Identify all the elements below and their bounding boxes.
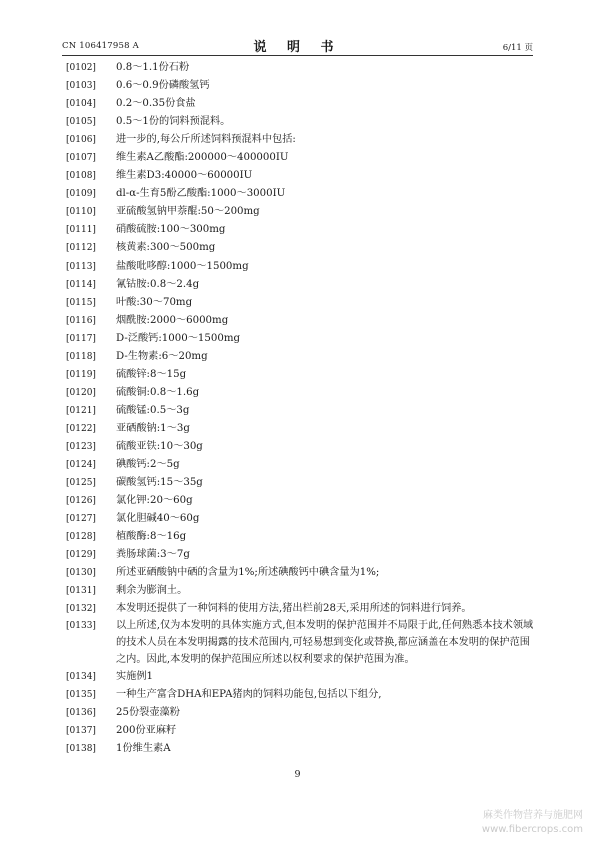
paragraph-text: 0.6～0.9份磷酸氢钙 [116,80,210,92]
paragraph-number: [0118] [66,351,96,362]
paragraph [66,668,536,686]
paragraph [66,582,536,600]
watermark-line-2: www.fibercrops.com [481,824,583,835]
paragraph [66,686,536,704]
paragraph-text: 所述亚硒酸钠中硒的含量为1%;所述碘酸钙中碘含量为1%; [116,567,380,579]
paragraph-number: [0103] [66,81,96,92]
watermark [482,809,583,837]
paragraph-number: [0133] [66,621,96,632]
paragraph-text: 硫酸亚铁:10～30g [116,440,203,452]
paragraph-text: 碳酸氢钙:15～35g [116,477,203,489]
paragraph [66,722,536,740]
paragraph [66,221,536,239]
paragraph-number: [0135] [66,690,96,701]
paragraph-number: [0106] [66,135,96,146]
watermark-line-1: 麻类作物营养与施肥网 [483,810,583,821]
paragraph-number: [0136] [66,708,96,719]
paragraph [66,402,536,420]
paragraph [66,113,536,131]
paragraph [66,546,536,564]
paragraph-number: [0104] [66,99,96,110]
paragraph [66,456,536,474]
paragraph-number: [0123] [66,441,96,452]
paragraph-text: 剩余为膨润土。 [116,585,188,597]
paragraph [66,131,536,149]
header-rule [62,55,533,56]
paragraph [66,185,536,203]
paragraph-number: [0128] [66,532,96,543]
paragraph-text: 硫酸锌:8～15g [116,368,187,380]
paragraph-text: 一种生产富含DHA和EPA猪肉的饲料功能包,包括以下组分, [116,689,382,701]
paragraph-text: 维生素A乙酸酯:200000～400000IU [116,152,289,164]
paragraph [66,492,536,510]
paragraph-text: D-泛酸钙:1000～1500mg [116,332,241,344]
paragraph [66,294,536,312]
paragraph [66,474,536,492]
paragraph-text: D-生物素:6～20mg [116,350,208,362]
paragraph-text: 植酸酶:8～16g [116,531,187,543]
paragraph-text: 25份裂壶藻粉 [116,707,180,719]
paragraph [66,149,536,167]
paragraph-text: dl-α-生育5酚乙酸酯:1000～3000IU [116,188,286,200]
paragraph-number: [0125] [66,478,96,489]
paragraph [66,59,536,77]
paragraph [66,276,536,294]
page-header [62,36,533,56]
paragraph-number: [0102] [66,63,96,73]
paragraph-text: 粪肠球菌:3～7g [116,549,190,561]
paragraph [66,600,536,618]
paragraph [66,330,536,348]
paragraph-number: [0126] [66,496,96,507]
paragraph-number: [0132] [66,604,96,615]
paragraph-text: 氯化钾:20～60g [116,495,193,507]
paragraph-text: 烟酰胺:2000～6000mg [116,314,229,326]
paragraph-text: 0.8～1.1份石粉 [116,62,190,73]
paragraph [66,510,536,528]
paragraph [66,564,536,582]
paragraph [66,348,536,366]
paragraph-text: 硫酸铜:0.8～1.6g [116,386,200,398]
document-body [66,59,536,758]
paragraph-number: [0112] [66,243,96,254]
paragraph-text: 以上所述,仅为本发明的具体实施方式,但本发明的保护范围并不局限于此,任何熟悉本技术领域的技术人员在本发明揭露的技术范围内,可轻易想到变化或替换,都应涵盖在本发明的保护范围之内。因此,本发明的保护范围应所述以权利要求的保护范围为准。 [116,620,534,665]
paragraph-text: 维生素D3:40000～60000IU [116,170,253,182]
paragraph [66,704,536,722]
paragraph-text: 进一步的,每公斤所述饲料预混料中包括: [116,134,296,146]
paragraph [66,203,536,221]
paragraph-number: [0111] [66,225,96,236]
paragraph-text: 盐酸吡哆醇:1000～1500mg [116,260,249,272]
paragraph-number: [0117] [66,333,96,344]
paragraph-number: [0119] [66,369,96,380]
paragraph [66,95,536,113]
paragraph-text: 叶酸:30～70mg [116,296,193,308]
paragraph-number: [0131] [66,586,96,597]
paragraph [66,77,536,95]
paragraph-number: [0121] [66,405,96,416]
paragraph-number: [0134] [66,672,96,683]
paragraph-number: [0107] [66,153,96,164]
paragraph [66,438,536,456]
paragraph [66,528,536,546]
paragraph-text: 1份维生素A [116,743,171,755]
page-number: 9 [294,769,301,780]
paragraph-number: [0129] [66,550,96,561]
paragraph [66,740,536,758]
paragraph-text: 0.5～1份的饲料预混料。 [116,116,231,128]
paragraph-number: [0105] [66,117,96,128]
paragraph-text: 硝酸硫胺:100～300mg [116,224,226,236]
paragraph-text: 氰钴胺:0.8～2.4g [116,278,200,290]
paragraph-text: 本发明还提供了一种饲料的使用方法,猪出栏前28天,采用所述的饲料进行饲养。 [116,603,472,615]
paragraph [66,384,536,402]
paragraph [66,239,536,257]
paragraph-number: [0109] [66,189,96,200]
paragraph-text: 200份亚麻籽 [116,725,177,737]
paragraph-number: [0108] [66,171,96,182]
paragraph-number: [0130] [66,568,96,579]
paragraph [66,167,536,185]
paragraph-number: [0127] [66,514,96,525]
page-count: 6/11 页 [502,43,533,53]
paragraph-number: [0137] [66,726,96,737]
paragraph [66,420,536,438]
paragraph-number: [0120] [66,387,96,398]
paragraph [66,258,536,276]
paragraph-number: [0124] [66,460,96,471]
paragraph [66,366,536,384]
document-title: 说 明 书 [253,40,342,55]
paragraph-text: 实施例1 [116,671,154,683]
paragraph-number: [0113] [66,261,96,272]
paragraph-text: 亚硒酸钠:1～3g [116,422,190,434]
paragraph-number: [0110] [66,207,96,218]
paragraph [66,618,536,668]
paragraph-number: [0138] [66,744,96,755]
paragraph-number: [0116] [66,315,96,326]
paragraph-text: 核黄素:300～500mg [116,242,216,254]
paragraph-number: [0122] [66,423,96,434]
paragraph-number: [0114] [66,279,96,290]
paragraph [66,312,536,330]
paragraph-text: 碘酸钙:2～5g [116,459,180,471]
paragraph-text: 亚硫酸氢钠甲萘醌:50～200mg [116,206,260,218]
patent-number: CN 106417958 A [62,41,139,51]
paragraph-text: 0.2～0.35份食盐 [116,98,196,110]
paragraph-text: 氯化胆碱40～60g [116,513,200,525]
paragraph-number: [0115] [66,297,96,308]
paragraph-text: 硫酸锰:0.5～3g [116,404,190,416]
